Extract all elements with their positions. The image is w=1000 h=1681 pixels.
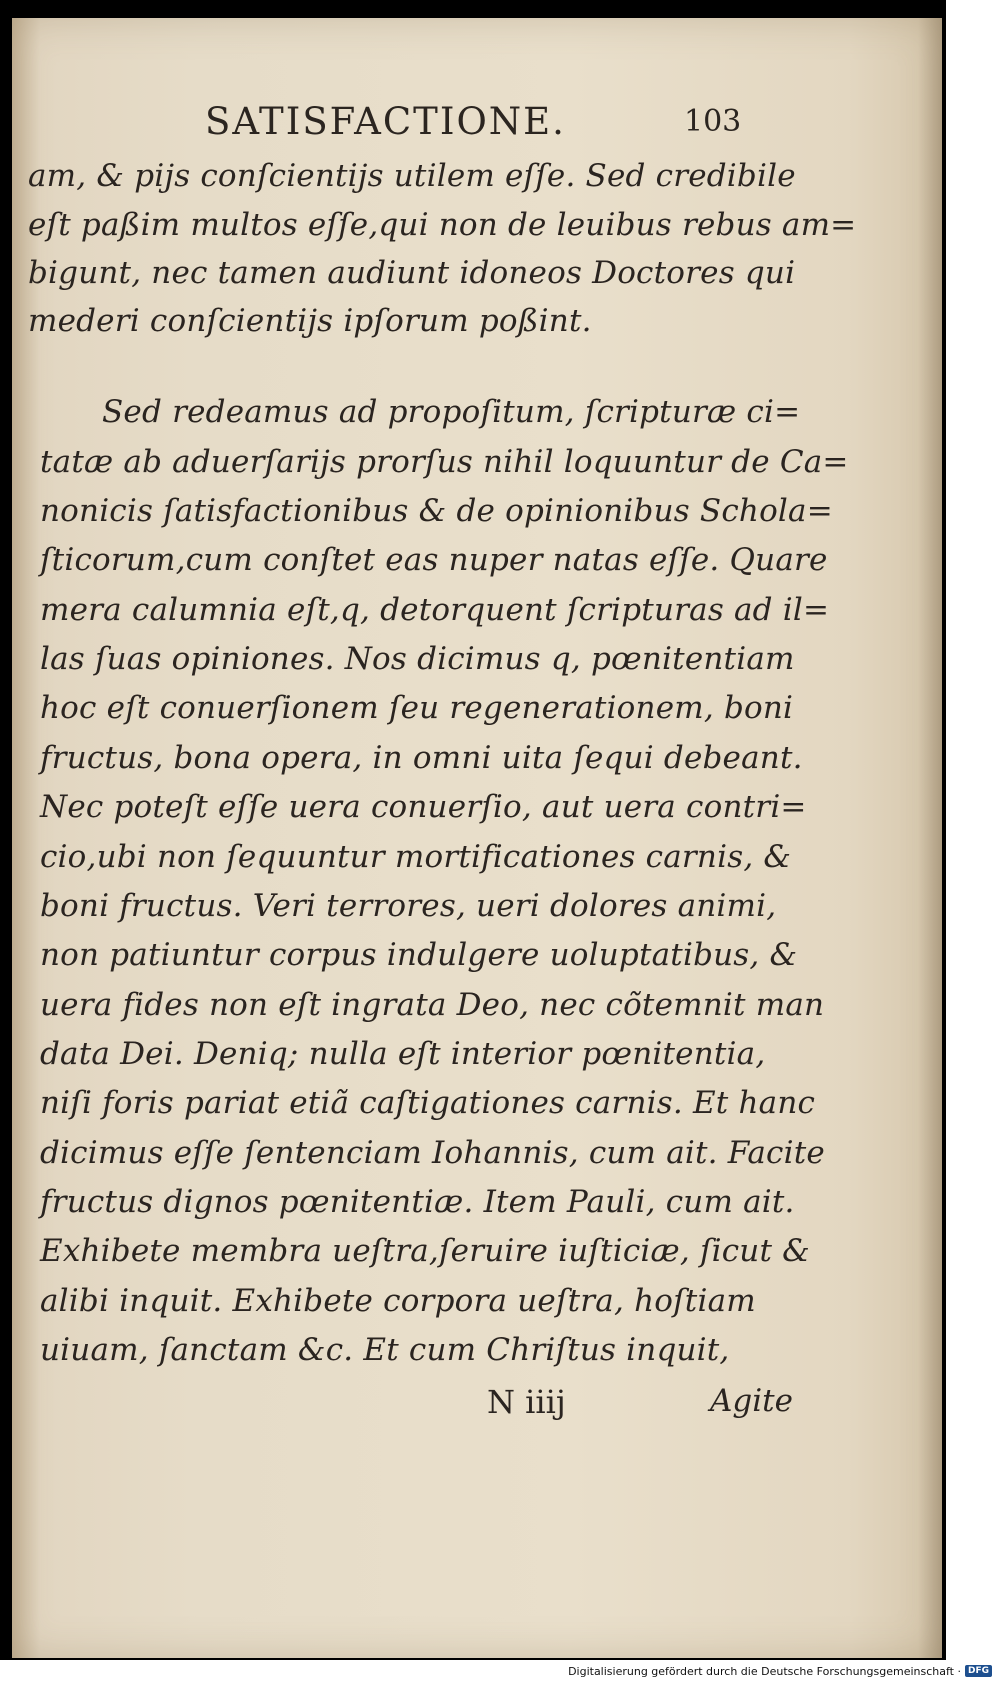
text-line: alibi inquit. Exhibete corpora ueſtra, hoſtiam <box>40 1283 756 1319</box>
text-line: niſi foris pariat etiã caſtigationes carnis. Et hanc <box>40 1085 816 1121</box>
footer-credit-text: Digitalisierung gefördert durch die Deutsche Forschungsgemeinschaft · <box>568 1664 961 1678</box>
text-line: nonicis ſatisfactionibus & de opinionibus Schola= <box>40 493 833 529</box>
dfg-logo: DFG <box>965 1665 992 1677</box>
text-line: hoc eſt conuerſionem ſeu regenerationem, boni <box>40 690 794 726</box>
page-number: 103 <box>684 104 742 139</box>
text-line: fructus, bona opera, in omni uita ſequi debeant. <box>40 740 803 776</box>
text-line: fructus dignos pœnitentiæ. Item Pauli, cum ait. <box>40 1184 795 1220</box>
text-line: data Dei. Deniq; nulla eſt interior pœnitentia, <box>40 1036 766 1072</box>
text-line: Exhibete membra ueſtra,ſeruire iuſticiæ, ſicut & <box>40 1233 810 1269</box>
page-edge-shadow <box>918 18 942 1658</box>
text-line: am, & pijs conſcientijs utilem eſſe. Sed credibile <box>28 158 796 194</box>
text-line: non patiuntur corpus indulgere uoluptatibus, & <box>40 937 798 973</box>
paragraph-first-line: Sed redeamus ad propoſitum, ſcripturæ ci= <box>102 394 801 430</box>
text-line: dicimus eſſe ſentenciam Iohannis, cum ait. Facite <box>40 1135 825 1171</box>
signature-mark: N iiij <box>487 1383 566 1421</box>
digitization-footer <box>568 1662 992 1680</box>
running-head: SATISFACTIONE. <box>205 100 566 143</box>
text-line: cio,ubi non ſequuntur mortificationes carnis, & <box>40 839 792 875</box>
text-line: ſticorum,cum conſtet eas nuper natas eſſe. Quare <box>40 542 828 578</box>
text-line: mera calumnia eſt,q, detorquent ſcripturas ad il= <box>40 592 830 628</box>
text-line: eſt paßim multos eſſe,qui non de leuibus rebus am= <box>28 207 857 243</box>
text-line: mederi conſcientijs ipſorum poßint. <box>28 303 592 339</box>
text-line: boni fructus. Veri terrores, ueri dolores animi, <box>40 888 777 924</box>
text-line: bigunt, nec tamen audiunt idoneos Doctores qui <box>28 255 796 291</box>
text-line-last: uiuam, ſanctam &c. Et cum Chriſtus inquit, <box>40 1332 730 1368</box>
text-line: Nec poteſt eſſe uera conuerſio, aut uera contri= <box>40 789 807 825</box>
text-line: las ſuas opiniones. Nos dicimus q, pœnitentiam <box>40 641 795 677</box>
text-line: tatæ ab aduerſarijs prorſus nihil loquuntur de Ca= <box>40 444 849 480</box>
catchword: Agite <box>710 1383 793 1419</box>
text-line: uera fides non eſt ingrata Deo, nec cõtemnit man <box>40 987 825 1023</box>
